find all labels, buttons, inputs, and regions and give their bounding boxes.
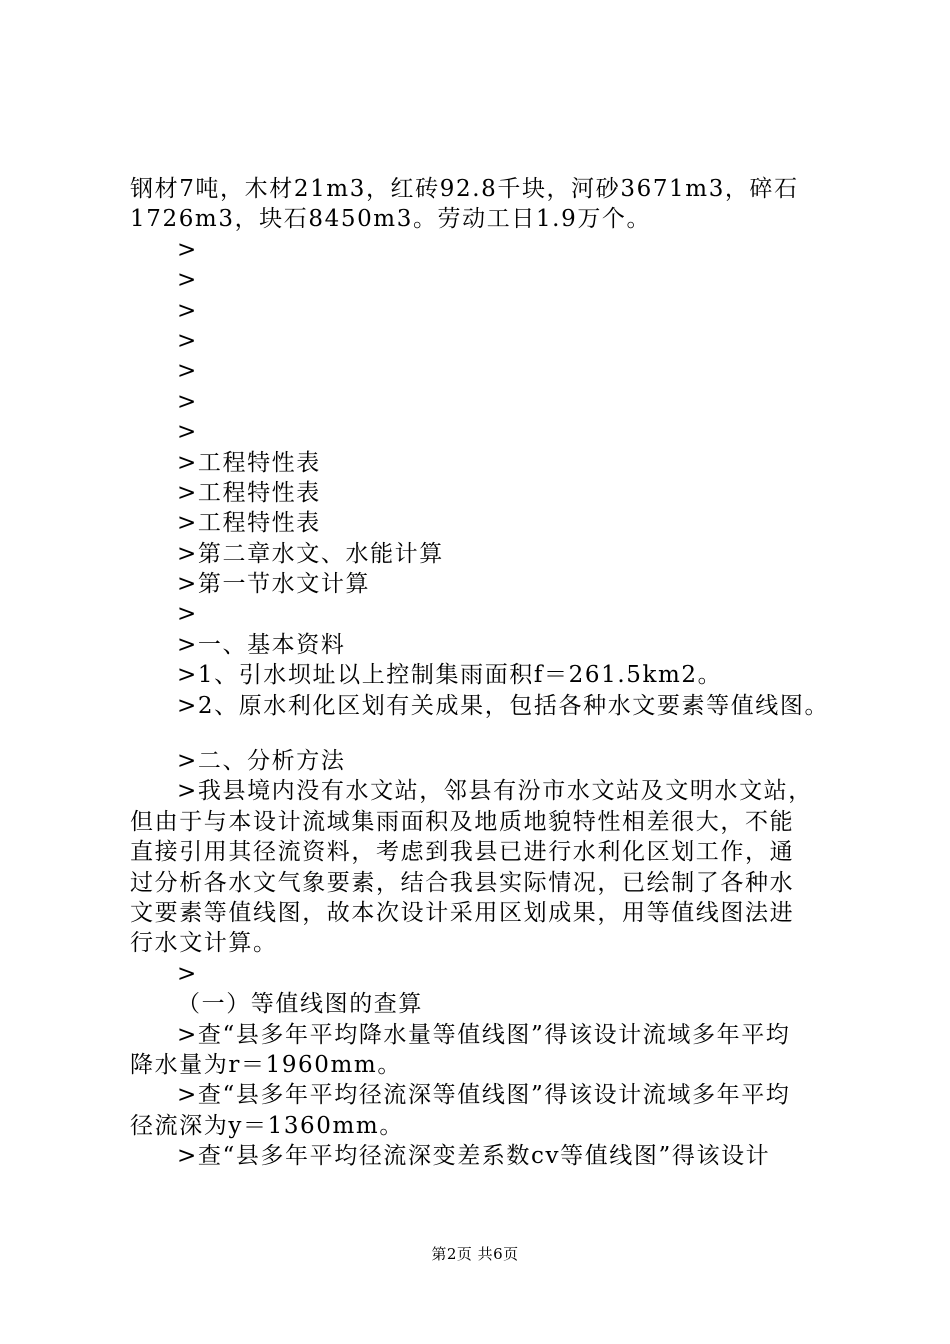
empty-bullet-5: > [177, 358, 198, 385]
lookup-2-line-2: 径流深为y＝1360mm。 [130, 1112, 404, 1139]
page-footer: 第2页 共6页 [431, 1245, 519, 1263]
table-title-2: >工程特性表 [177, 479, 321, 506]
lookup-2-line-1: >查“县多年平均径流深等值线图”得该设计流域多年平均 [177, 1082, 791, 1109]
lookup-3-line-1: >查“县多年平均径流深变差系数cv等值线图”得该设计 [177, 1143, 771, 1170]
chapter-title: >第二章水文、水能计算 [177, 540, 444, 567]
lookup-1-line-1: >查“县多年平均降水量等值线图”得该设计流域多年平均 [177, 1021, 791, 1048]
basic-data-item-2: >2、原水利化区划有关成果，包括各种水文要素等值线图。 [177, 692, 830, 719]
basic-data-heading: >一、基本资料 [177, 631, 346, 658]
empty-bullet-7: > [177, 419, 198, 446]
paragraph-gap [130, 721, 832, 746]
method-para-line-4: 过分析各水文气象要素，结合我县实际情况，已绘制了各种水 [130, 869, 795, 896]
empty-bullet-8: > [177, 601, 198, 628]
method-para-line-1: >我县境内没有水文站，邻县有汾市水文站及文明水文站， [177, 778, 813, 805]
section-title: >第一节水文计算 [177, 571, 371, 598]
basic-data-item-1: >1、引水坝址以上控制集雨面积f＝261.5km2。 [177, 662, 723, 689]
empty-bullet-3: > [177, 297, 198, 324]
method-para-line-2: 但由于与本设计流域集雨面积及地质地貌特性相差很大，不能 [130, 808, 795, 835]
intro-line-1: 钢材7吨，木材21m3，红砖92.8千块，河砂3671m3，碎石 [130, 176, 799, 202]
empty-bullet-1: > [177, 236, 198, 263]
empty-bullet-6: > [177, 388, 198, 415]
empty-bullet-4: > [177, 327, 198, 354]
method-para-line-5: 文要素等值线图，故本次设计采用区划成果，用等值线图法进 [130, 899, 795, 926]
intro-line-2: 1726m3，块石8450m3。劳动工日1.9万个。 [130, 206, 652, 233]
empty-bullet-9: > [177, 960, 198, 987]
document-body [130, 174, 832, 1172]
method-para-line-3: 直接引用其径流资料，考虑到我县已进行水利化区划工作，通 [130, 839, 795, 866]
table-title-1: >工程特性表 [177, 449, 321, 476]
subsection-heading: （一）等值线图的查算 [177, 991, 423, 1018]
method-heading: >二、分析方法 [177, 748, 346, 775]
lookup-1-line-2: 降水量为r＝1960mm。 [130, 1051, 402, 1078]
table-title-3: >工程特性表 [177, 510, 321, 537]
empty-bullet-2: > [177, 267, 198, 294]
method-para-line-6: 行水文计算。 [130, 930, 278, 957]
